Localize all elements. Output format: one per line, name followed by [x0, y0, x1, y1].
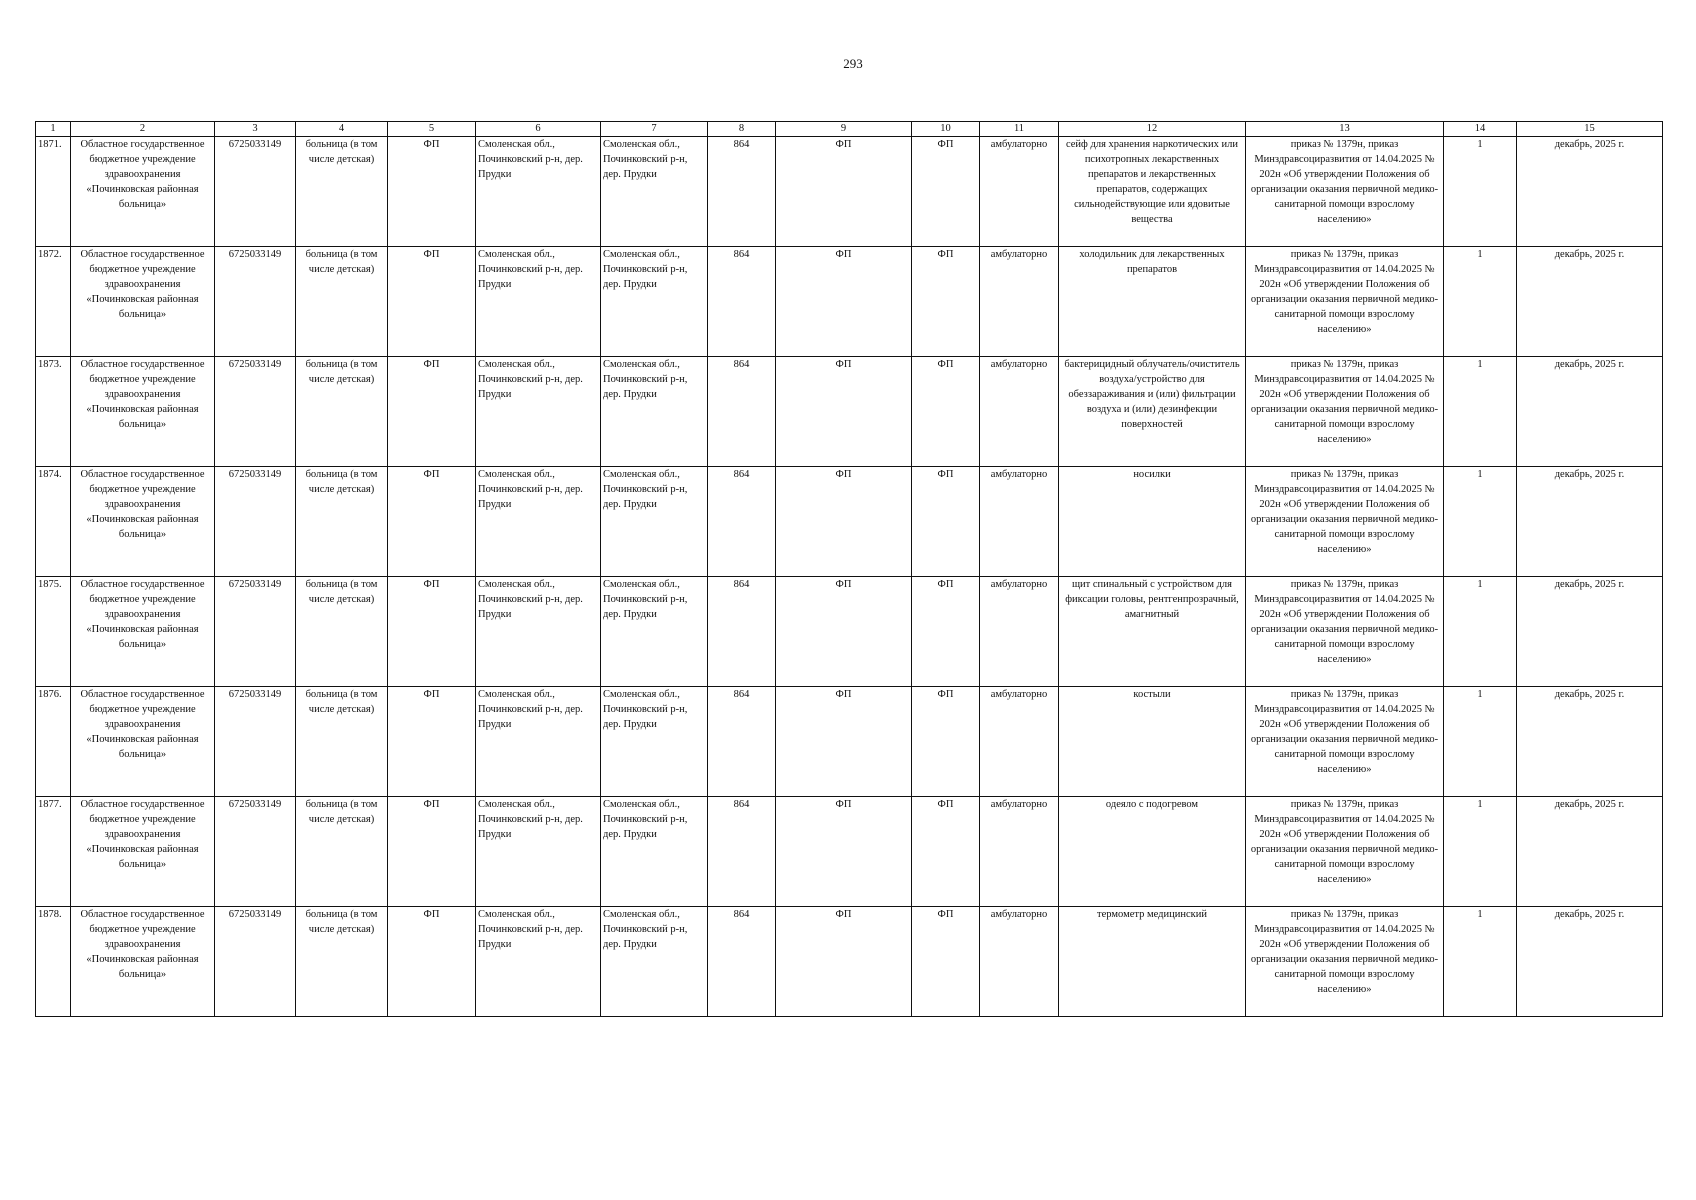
regulation-reference: приказ № 1379н, приказ Минздравсоциразвития от 14.04.2025 № 202н «Об утверждении Положения об организации оказания первичной медико-санитарной помощи взрослому населению»	[1246, 907, 1444, 1017]
institution-type: больница (в том числе детская)	[296, 797, 388, 907]
column-header: 11	[980, 122, 1059, 137]
unit-code: ФП	[776, 797, 912, 907]
column-header: 12	[1059, 122, 1246, 137]
row-number: 1878.	[36, 907, 71, 1017]
institution-type: больница (в том числе детская)	[296, 467, 388, 577]
care-form: амбулаторно	[980, 467, 1059, 577]
actual-address: Смоленская обл., Починковский р-н, дер. Прудки	[601, 357, 708, 467]
column-header: 2	[71, 122, 215, 137]
row-number: 1873.	[36, 357, 71, 467]
row-number: 1876.	[36, 687, 71, 797]
organization-name: Областное государственное бюджетное учреждение здравоохранения «Починковская районная больница»	[71, 577, 215, 687]
subdivision-code: ФП	[912, 687, 980, 797]
column-header: 10	[912, 122, 980, 137]
legal-address: Смоленская обл., Починковский р-н, дер. Прудки	[476, 137, 601, 247]
legal-address: Смоленская обл., Починковский р-н, дер. Прудки	[476, 797, 601, 907]
equipment-name: костыли	[1059, 687, 1246, 797]
row-number: 1874.	[36, 467, 71, 577]
equipment-name: холодильник для лекарственных препаратов	[1059, 247, 1246, 357]
quantity: 1	[1444, 137, 1517, 247]
page-number: 293	[843, 56, 863, 71]
table-row	[36, 357, 1663, 467]
column-header: 1	[36, 122, 71, 137]
actual-address: Смоленская обл., Починковский р-н, дер. Прудки	[601, 577, 708, 687]
organization-name: Областное государственное бюджетное учреждение здравоохранения «Починковская районная больница»	[71, 357, 215, 467]
organization-name: Областное государственное бюджетное учреждение здравоохранения «Починковская районная больница»	[71, 467, 215, 577]
actual-address: Смоленская обл., Починковский р-н, дер. Прудки	[601, 467, 708, 577]
code-value: 864	[708, 687, 776, 797]
quantity: 1	[1444, 797, 1517, 907]
actual-address: Смоленская обл., Починковский р-н, дер. Прудки	[601, 907, 708, 1017]
regulation-reference: приказ № 1379н, приказ Минздравсоциразвития от 14.04.2025 № 202н «Об утверждении Положения об организации оказания первичной медико-санитарной помощи взрослому населению»	[1246, 577, 1444, 687]
code-value: 864	[708, 577, 776, 687]
column-header: 14	[1444, 122, 1517, 137]
quantity: 1	[1444, 467, 1517, 577]
organization-name: Областное государственное бюджетное учреждение здравоохранения «Починковская районная больница»	[71, 247, 215, 357]
subdivision-code: ФП	[912, 137, 980, 247]
institution-type: больница (в том числе детская)	[296, 577, 388, 687]
unit-code: ФП	[776, 467, 912, 577]
code-value: 864	[708, 467, 776, 577]
organization-name: Областное государственное бюджетное учреждение здравоохранения «Починковская районная больница»	[71, 797, 215, 907]
code-value: 864	[708, 247, 776, 357]
column-header: 9	[776, 122, 912, 137]
institution-type: больница (в том числе детская)	[296, 357, 388, 467]
equipment-registry-table	[35, 121, 1663, 1017]
inn-code: 6725033149	[215, 357, 296, 467]
legal-address: Смоленская обл., Починковский р-н, дер. Прудки	[476, 467, 601, 577]
institution-type: больница (в том числе детская)	[296, 907, 388, 1017]
delivery-date: декабрь, 2025 г.	[1517, 247, 1663, 357]
column-header: 3	[215, 122, 296, 137]
unit-code: ФП	[776, 357, 912, 467]
delivery-date: декабрь, 2025 г.	[1517, 687, 1663, 797]
inn-code: 6725033149	[215, 247, 296, 357]
row-number: 1877.	[36, 797, 71, 907]
row-number: 1875.	[36, 577, 71, 687]
legal-address: Смоленская обл., Починковский р-н, дер. Прудки	[476, 247, 601, 357]
care-form: амбулаторно	[980, 137, 1059, 247]
table-row	[36, 797, 1663, 907]
subdivision-code: ФП	[912, 247, 980, 357]
regulation-reference: приказ № 1379н, приказ Минздравсоциразвития от 14.04.2025 № 202н «Об утверждении Положения об организации оказания первичной медико-санитарной помощи взрослому населению»	[1246, 247, 1444, 357]
unit-code: ФП	[776, 907, 912, 1017]
column-header: 5	[388, 122, 476, 137]
actual-address: Смоленская обл., Починковский р-н, дер. Прудки	[601, 797, 708, 907]
regulation-reference: приказ № 1379н, приказ Минздравсоциразвития от 14.04.2025 № 202н «Об утверждении Положения об организации оказания первичной медико-санитарной помощи взрослому населению»	[1246, 357, 1444, 467]
legal-address: Смоленская обл., Починковский р-н, дер. Прудки	[476, 907, 601, 1017]
column-header: 13	[1246, 122, 1444, 137]
inn-code: 6725033149	[215, 797, 296, 907]
column-header: 8	[708, 122, 776, 137]
delivery-date: декабрь, 2025 г.	[1517, 467, 1663, 577]
code-value: 864	[708, 137, 776, 247]
unit-type: ФП	[388, 577, 476, 687]
row-number: 1871.	[36, 137, 71, 247]
column-header: 4	[296, 122, 388, 137]
table-row	[36, 687, 1663, 797]
care-form: амбулаторно	[980, 797, 1059, 907]
quantity: 1	[1444, 907, 1517, 1017]
care-form: амбулаторно	[980, 687, 1059, 797]
equipment-name: щит спинальный с устройством для фиксации головы, рентгенпрозрачный, амагнитный	[1059, 577, 1246, 687]
inn-code: 6725033149	[215, 577, 296, 687]
code-value: 864	[708, 797, 776, 907]
organization-name: Областное государственное бюджетное учреждение здравоохранения «Починковская районная больница»	[71, 137, 215, 247]
equipment-name: термометр медицинский	[1059, 907, 1246, 1017]
actual-address: Смоленская обл., Починковский р-н, дер. Прудки	[601, 687, 708, 797]
subdivision-code: ФП	[912, 797, 980, 907]
subdivision-code: ФП	[912, 907, 980, 1017]
equipment-name: сейф для хранения наркотических или психотропных лекарственных препаратов и лекарственных препаратов, содержащих сильнодействующие или ядовитые вещества	[1059, 137, 1246, 247]
quantity: 1	[1444, 247, 1517, 357]
institution-type: больница (в том числе детская)	[296, 687, 388, 797]
unit-type: ФП	[388, 687, 476, 797]
delivery-date: декабрь, 2025 г.	[1517, 797, 1663, 907]
column-header: 7	[601, 122, 708, 137]
equipment-name: носилки	[1059, 467, 1246, 577]
subdivision-code: ФП	[912, 577, 980, 687]
subdivision-code: ФП	[912, 467, 980, 577]
regulation-reference: приказ № 1379н, приказ Минздравсоциразвития от 14.04.2025 № 202н «Об утверждении Положения об организации оказания первичной медико-санитарной помощи взрослому населению»	[1246, 687, 1444, 797]
care-form: амбулаторно	[980, 357, 1059, 467]
equipment-name: бактерицидный облучатель/очиститель воздуха/устройство для обеззараживания и (или) фильтрации воздуха и (или) дезинфекции поверхностей	[1059, 357, 1246, 467]
table-row	[36, 467, 1663, 577]
care-form: амбулаторно	[980, 577, 1059, 687]
table-row	[36, 577, 1663, 687]
institution-type: больница (в том числе детская)	[296, 247, 388, 357]
regulation-reference: приказ № 1379н, приказ Минздравсоциразвития от 14.04.2025 № 202н «Об утверждении Положения об организации оказания первичной медико-санитарной помощи взрослому населению»	[1246, 137, 1444, 247]
unit-type: ФП	[388, 797, 476, 907]
care-form: амбулаторно	[980, 907, 1059, 1017]
quantity: 1	[1444, 687, 1517, 797]
regulation-reference: приказ № 1379н, приказ Минздравсоциразвития от 14.04.2025 № 202н «Об утверждении Положения об организации оказания первичной медико-санитарной помощи взрослому населению»	[1246, 797, 1444, 907]
unit-type: ФП	[388, 907, 476, 1017]
unit-type: ФП	[388, 357, 476, 467]
unit-code: ФП	[776, 137, 912, 247]
unit-code: ФП	[776, 577, 912, 687]
equipment-name: одеяло с подогревом	[1059, 797, 1246, 907]
quantity: 1	[1444, 357, 1517, 467]
unit-type: ФП	[388, 247, 476, 357]
delivery-date: декабрь, 2025 г.	[1517, 577, 1663, 687]
unit-code: ФП	[776, 247, 912, 357]
inn-code: 6725033149	[215, 907, 296, 1017]
legal-address: Смоленская обл., Починковский р-н, дер. Прудки	[476, 357, 601, 467]
delivery-date: декабрь, 2025 г.	[1517, 907, 1663, 1017]
code-value: 864	[708, 357, 776, 467]
table-row	[36, 247, 1663, 357]
column-number-row	[36, 122, 1663, 137]
subdivision-code: ФП	[912, 357, 980, 467]
inn-code: 6725033149	[215, 467, 296, 577]
legal-address: Смоленская обл., Починковский р-н, дер. Прудки	[476, 577, 601, 687]
delivery-date: декабрь, 2025 г.	[1517, 357, 1663, 467]
legal-address: Смоленская обл., Починковский р-н, дер. Прудки	[476, 687, 601, 797]
table-row	[36, 907, 1663, 1017]
unit-code: ФП	[776, 687, 912, 797]
column-header: 15	[1517, 122, 1663, 137]
inn-code: 6725033149	[215, 137, 296, 247]
organization-name: Областное государственное бюджетное учреждение здравоохранения «Починковская районная больница»	[71, 907, 215, 1017]
inn-code: 6725033149	[215, 687, 296, 797]
unit-type: ФП	[388, 137, 476, 247]
care-form: амбулаторно	[980, 247, 1059, 357]
quantity: 1	[1444, 577, 1517, 687]
code-value: 864	[708, 907, 776, 1017]
institution-type: больница (в том числе детская)	[296, 137, 388, 247]
regulation-reference: приказ № 1379н, приказ Минздравсоциразвития от 14.04.2025 № 202н «Об утверждении Положения об организации оказания первичной медико-санитарной помощи взрослому населению»	[1246, 467, 1444, 577]
actual-address: Смоленская обл., Починковский р-н, дер. Прудки	[601, 137, 708, 247]
delivery-date: декабрь, 2025 г.	[1517, 137, 1663, 247]
column-header: 6	[476, 122, 601, 137]
row-number: 1872.	[36, 247, 71, 357]
organization-name: Областное государственное бюджетное учреждение здравоохранения «Починковская районная больница»	[71, 687, 215, 797]
table-row	[36, 137, 1663, 247]
unit-type: ФП	[388, 467, 476, 577]
actual-address: Смоленская обл., Починковский р-н, дер. Прудки	[601, 247, 708, 357]
